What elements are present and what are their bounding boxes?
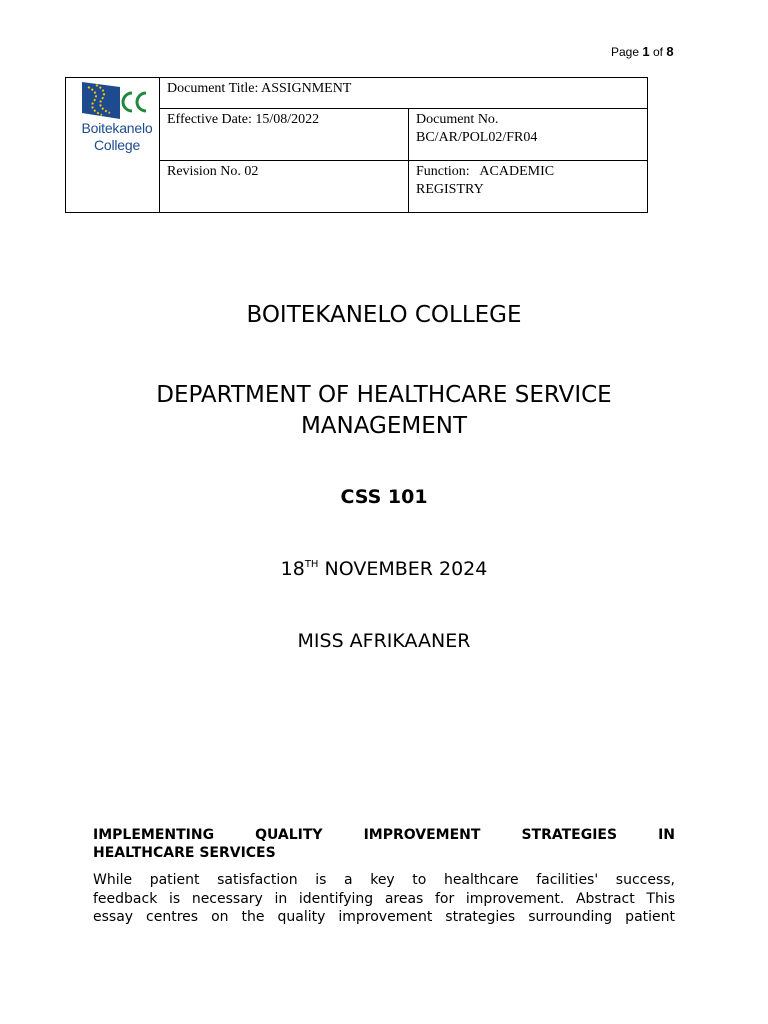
logo-text-line2: College xyxy=(93,137,141,153)
page-prefix: Page xyxy=(611,45,640,59)
page-current: 1 xyxy=(642,44,650,59)
function-value: REGISTRY xyxy=(416,181,484,197)
college-logo-mark xyxy=(80,79,150,121)
submission-date xyxy=(0,558,768,580)
department-line2: MANAGEMENT xyxy=(300,413,468,439)
function-label: Function: ACADEMIC xyxy=(416,163,555,179)
document-no-value: BC/AR/POL02/FR04 xyxy=(416,130,538,146)
college-name: BOITEKANELO COLLEGE xyxy=(246,302,522,328)
essay-body-line2: feedback is necessary in identifying areas for improvement. Abstract This xyxy=(93,890,675,907)
lecturer-name: MISS AFRIKAANER xyxy=(297,630,471,652)
logo-cell xyxy=(66,78,160,213)
function-cell xyxy=(409,160,648,212)
date-day: 18 xyxy=(280,558,305,580)
essay-title-line2: HEALTHCARE SERVICES xyxy=(93,845,276,861)
page-indicator xyxy=(611,44,674,59)
department-line1: DEPARTMENT OF HEALTHCARE SERVICE xyxy=(156,382,612,408)
document-header-table xyxy=(65,77,648,213)
essay-title-line1: IMPLEMENTING QUALITY IMPROVEMENT STRATEGIES IN xyxy=(93,827,675,843)
revision-no-cell: Revision No. 02 xyxy=(160,160,409,212)
essay-body-line1: While patient satisfaction is a key to healthcare facilities' success, xyxy=(93,872,675,888)
department-name xyxy=(0,380,768,442)
essay-body-line3: essay centres on the quality improvement strategies surrounding patient xyxy=(93,909,675,925)
page-total: 8 xyxy=(666,44,674,59)
essay-body xyxy=(93,871,675,927)
page-of: of xyxy=(652,45,663,59)
document-no-label: Document No. xyxy=(416,112,499,128)
date-rest: NOVEMBER 2024 xyxy=(318,558,488,580)
document-title-cell: Document Title: ASSIGNMENT xyxy=(160,78,648,109)
logo-text-line1: Boitekanelo xyxy=(81,120,153,136)
effective-date-cell: Effective Date: 15/08/2022 xyxy=(160,109,409,160)
college-logo xyxy=(66,78,159,212)
essay-title xyxy=(93,826,675,862)
document-no-cell xyxy=(409,109,648,160)
course-code: CSS 101 xyxy=(340,486,428,508)
date-suffix: TH xyxy=(304,559,319,570)
